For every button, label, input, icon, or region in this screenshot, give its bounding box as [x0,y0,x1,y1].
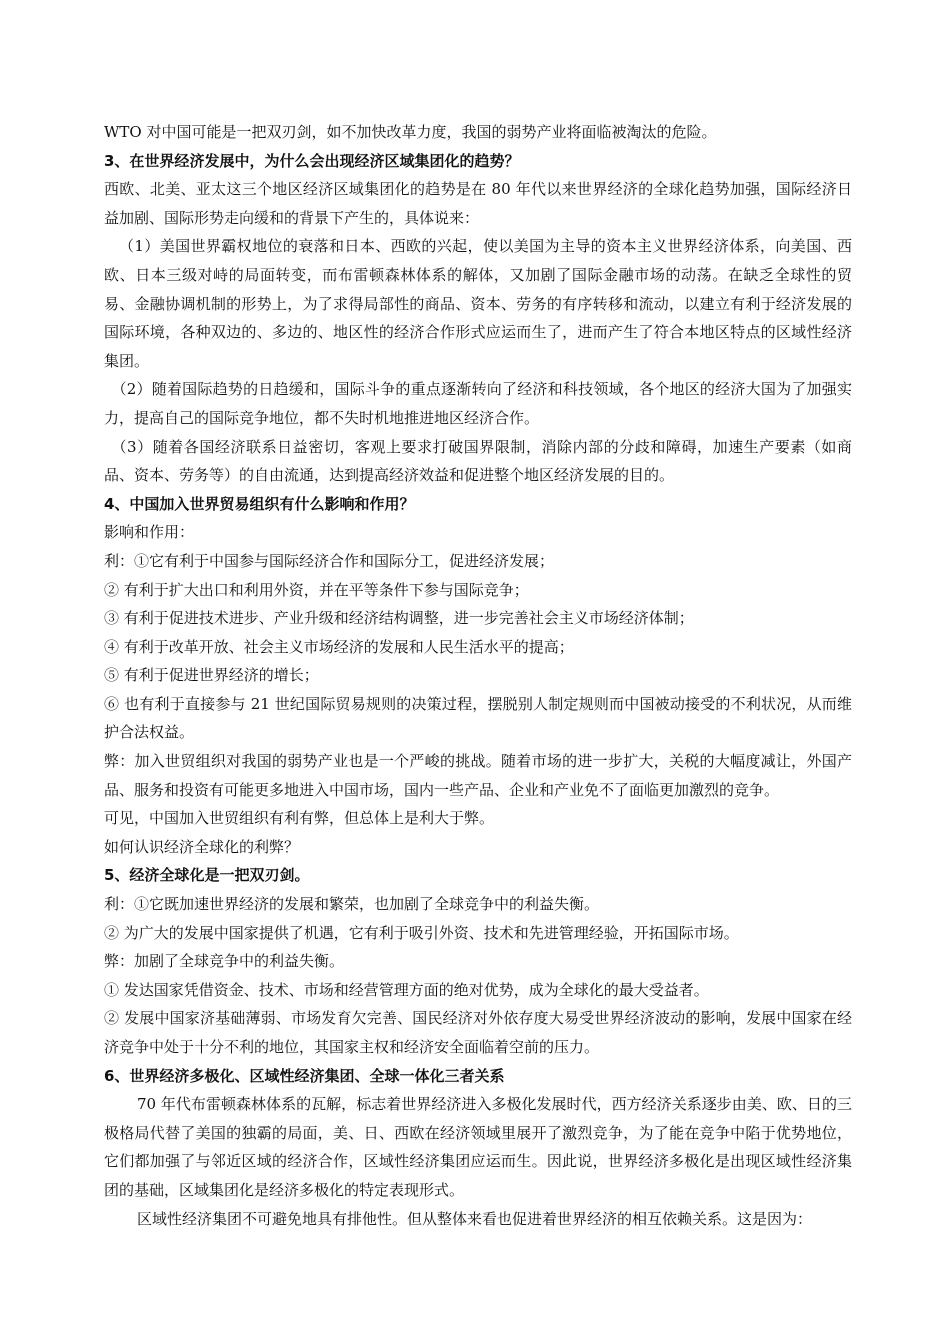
question-3-intro: 西欧、北美、亚太这三个地区经济区域集团化的趋势是在 80 年代以来世界经济的全球化趋势加强，国际经济日益加剧、国际形势走向缓和的背景下产生的，具体说来： [104,180,852,227]
question-4-benefit-4: ④ 有利于改革开放、社会主义市场经济的发展和人民生活水平的提高； [104,637,574,656]
question-5-heading: 5、经济全球化是一把双刃剑。 [104,866,310,885]
question-5-benefit-1: 利：①它既加速世界经济的发展和繁荣，也加剧了全球竞争中的利益失衡。 [104,895,600,914]
question-3-point-2: （2）随着国际趋势的日趋缓和，国际斗争的重点逐渐转向了经济和科技领域，各个地区的经济大国为了加强实力，提高自己的国际竞争地位，都不失时机地推进地区经济合作。 [104,380,852,427]
question-4-benefit-2: ② 有利于扩大出口和利用外资，并在平等条件下参与国际竞争； [104,580,529,599]
question-4-benefit-1: 利：①它有利于中国参与国际经济合作和国际分工，促进经济发展； [104,551,555,570]
globalization-question: 如何认识经济全球化的利弊？ [104,837,300,856]
question-4-benefit-6: ⑥ 也有利于直接参与 21 世纪国际贸易规则的决策过程，摆脱别人制定规则而中国被动接受的不利状况，从而维护合法权益。 [104,694,852,742]
question-3-heading: 3、在世界经济发展中，为什么会出现经济区域集团化的趋势？ [104,151,520,170]
question-4-benefit-5: ⑤ 有利于促进世界经济的增长； [104,666,319,685]
question-6-heading: 6、世界经济多极化、区域性经济集团、全球一体化三者关系 [104,1066,505,1085]
document-body [104,118,852,1233]
question-4-heading: 4、中国加入世界贸易组织有什么影响和作用？ [104,494,415,513]
question-5-benefit-2: ② 为广大的发展中国家提供了机遇，它有利于吸引外资、技术和先进管理经验，开拓国际市场。 [104,923,739,942]
question-6-paragraph-1: 70 年代布雷顿森林体系的瓦解，标志着世界经济进入多极化发展时代，西方经济关系逐步由美、欧、日的三极格局代替了美国的独霸的局面，美、日、西欧在经济领域里展开了激烈竞争，为了能在竞争中陷于优势地位，它们都加强了与邻近区域的经济合作，区域性经济集团应运而生。因此说，世界经济多极化是出现区域性经济集团的基础，区域集团化是经济多极化的特定表现形式。 [104,1095,852,1199]
question-4-conclusion: 可见，中国加入世贸组织有利有弊，但总体上是利大于弊。 [104,809,495,828]
question-5-drawback-2: ② 发展中国家济基础薄弱、市场发育欠完善、国民经济对外依存度大易受世界经济波动的影响，发展中国家在经济竞争中处于十分不利的地位，其国家主权和经济安全面临着空前的压力。 [104,1009,852,1056]
question-4-drawback: 弊：加入世贸组织对我国的弱势产业也是一个严峻的挑战。随着市场的进一步扩大，关税的大幅度减让，外国产品、服务和投资有可能更多地进入中国市场，国内一些产品、企业和产业免不了面临更加激烈的竞争。 [104,752,852,799]
question-3-point-1: （1）美国世界霸权地位的衰落和日本、西欧的兴起，使以美国为主导的资本主义世界经济体系，向美国、西欧、日本三级对峙的局面转变，而布雷顿森林体系的解体，又加剧了国际金融市场的动荡。在缺乏全球性的贸易、金融协调机制的形势上，为了求得局部性的商品、资本、劳务的有序转移和流动，以建立有利于经济发展的国际环境，各种双边的、多边的、地区性的经济合作形式应运而生了，进而产生了符合本地区特点的区域性经济集团。 [104,237,852,370]
paragraph-wto-double-edged: WTO 对中国可能是一把双刃剑，如不加快改革力度，我国的弱势产业将面临被淘汰的危险。 [104,123,717,141]
question-3-point-3: （3）随着各国经济联系日益密切，客观上要求打破国界限制，消除内部的分歧和障碍，加速生产要素（如商品、资本、劳务等）的自由流通，达到提高经济效益和促进整个地区经济发展的目的。 [104,437,852,485]
question-4-intro: 影响和作用： [104,523,195,542]
question-4-benefit-3: ③ 有利于促进技术进步、产业升级和经济结构调整，进一步完善社会主义市场经济体制； [104,609,694,628]
question-5-drawback-1: ① 发达国家凭借资金、技术、市场和经营管理方面的绝对优势，成为全球化的最大受益者。 [104,980,709,999]
question-6-paragraph-2: 区域性经济集团不可避免地具有排他性。但从整体来看也促进着世界经济的相互依赖关系。这是因为： [137,1209,813,1228]
question-5-drawback: 弊：加剧了全球竞争中的利益失衡。 [104,952,345,971]
